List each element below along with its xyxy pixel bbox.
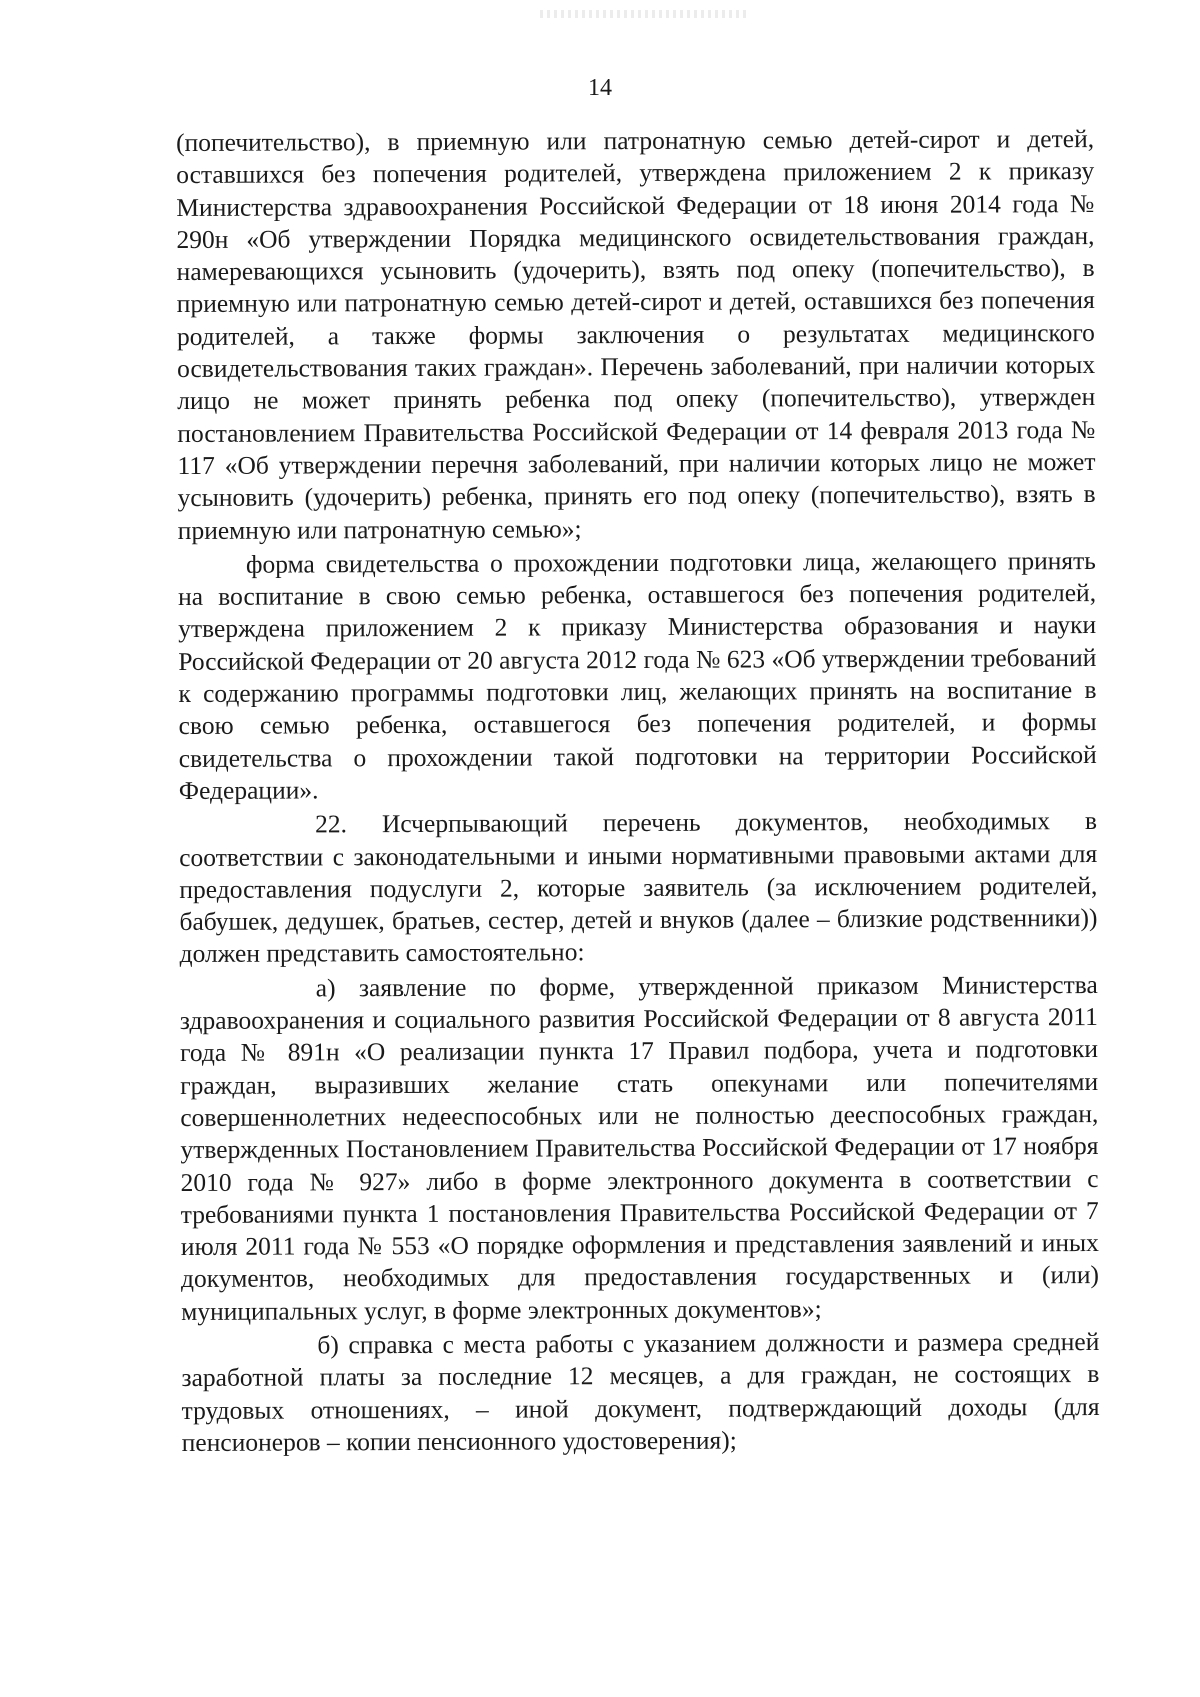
scan-artifact: [540, 10, 750, 18]
document-body: [176, 123, 1100, 1459]
subitem-marker: б): [317, 1330, 339, 1360]
item-number: 22.: [314, 809, 347, 839]
subitem-text: справка с места работы с указанием должности и размера средней заработной платы за последние 12 месяцев, а для граждан, не состоящих в трудовых отношениях, – иной документ, подтверждающий доходы (для пенсионеров – копии пенсионного удостоверения);: [181, 1326, 1100, 1457]
page-number: 14: [588, 75, 612, 101]
paragraph-subitem-a: [180, 969, 1100, 1328]
subitem-marker: а): [315, 973, 336, 1003]
paragraph-certificate-form: форма свидетельства о прохождении подготовки лица, желающего принять на воспитание в свою семью ребенка, оставшегося без попечения родителей, утверждена приложением 2 к приказу Министерства образования и науки Российской Федерации от 20 августа 2012 года № 623 «Об утверждении требований к содержанию программы подготовки лиц, желающих принять на воспитание в свою семью ребенка, оставшегося без попечения родителей, и формы свидетельства о прохождении такой подготовки на территории Российской Федерации».: [177, 545, 1097, 805]
paragraph-subitem-b: [181, 1326, 1100, 1459]
paragraph-item-22: [179, 805, 1098, 970]
item-text: Исчерпывающий перечень документов, необходимых в соответствии с законодательными и иными нормативными правовыми актами для предоставления подуслуги 2, которые заявитель (за исключением родителей, бабушек, дедушек, братьев, сестер, детей и внуков (далее – близкие родственники)) должен представить самостоятельно:: [179, 806, 1098, 969]
subitem-text: заявление по форме, утвержденной приказом Министерства здравоохранения и социального развития Российской Федерации от 8 августа 2011 года № 891н «О реализации пункта 17 Правил подбора, учета и подготовки граждан, выразивших желание стать опекунами или попечителями совершеннолетних недееспособных или не полностью дееспособных граждан, утвержденных Постановлением Правительства Российской Федерации от 17 ноября 2010 года № 927» либо в форме электронного документа в соответствии с требованиями пункта 1 постановления Правительства Российской Федерации от 7 июля 2011 года № 553 «О порядке оформления и представления заявлений и иных документов, необходимых для предоставления государственных и (или) муниципальных услуг, в форме электронных документов»;: [179, 969, 1100, 1326]
paragraph-continuation: (попечительство), в приемную или патронатную семью детей-сирот и детей, оставшихся без попечения родителей, утверждена приложением 2 к приказу Министерства здравоохранения Российской Федерации от 18 июня 2014 года № 290н «Об утверждении Порядка медицинского освидетельствования граждан, намеревающихся усыновить (удочерить), взять под опеку (попечительство), в приемную или патронатную семью детей-сирот и детей, оставшихся без попечения родителей, а также формы заключения о результатах медицинского освидетельствования таких граждан». Перечень заболеваний, при наличии которых лицо не может принять ребенка под опеку (попечительство), утвержден постановлением Правительства Российской Федерации от 14 февраля 2013 года № 117 «Об утверждении перечня заболеваний, при наличии которых лицо не может усыновить (удочерить) ребенка, принять его под опеку (попечительство), взять в приемную или патронатную семью»;: [176, 123, 1096, 545]
